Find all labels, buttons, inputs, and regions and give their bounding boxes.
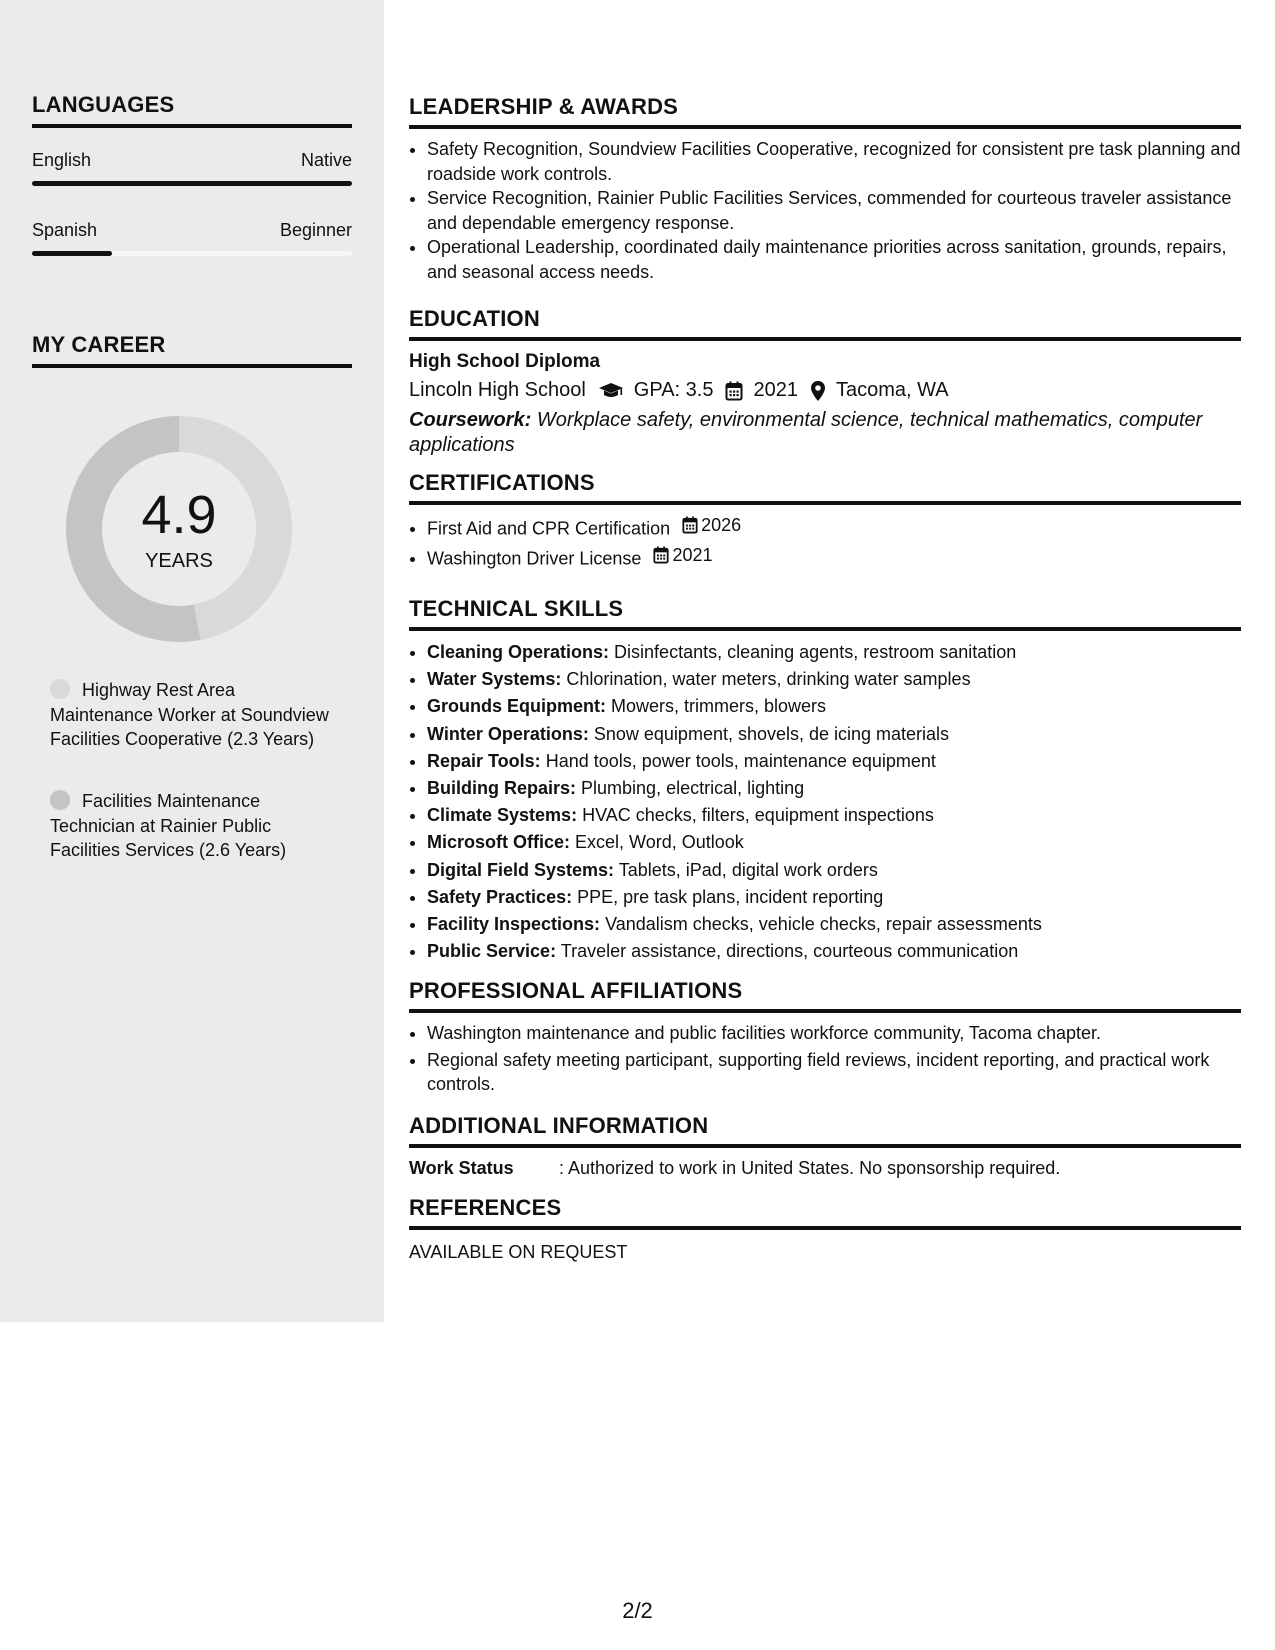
list-item: • Safety Recognition, Soundview Facilities Cooperative, recognized for consistent pre task planning and roadside work controls.: [427, 137, 1241, 186]
list-item: [427, 748, 1241, 775]
leadership-list: [409, 137, 1241, 284]
skill-value: Hand tools, power tools, maintenance equipment: [545, 750, 936, 771]
language-proficiency-fill: [32, 181, 352, 186]
list-item: [427, 721, 1241, 748]
languages-section: [32, 92, 352, 256]
list-item: [427, 938, 1241, 965]
skill-label: Digital Field Systems:: [427, 859, 615, 880]
language-proficiency-fill: [32, 251, 112, 256]
career-legend-dot: [50, 790, 70, 810]
leadership-heading: LEADERSHIP & AWARDS: [409, 94, 1241, 129]
skill-label: Climate Systems:: [427, 805, 578, 826]
skill-label: Microsoft Office:: [427, 832, 571, 853]
career-section: [32, 332, 352, 368]
career-legend-dot: [50, 679, 70, 699]
list-item: • Regional safety meeting participant, supporting field reviews, incident reporting, and practical work controls.: [427, 1048, 1241, 1097]
additional-section: [409, 1113, 1241, 1179]
skill-label: Grounds Equipment:: [427, 696, 606, 717]
language-level: Beginner: [279, 220, 352, 240]
language-proficiency-bar: [32, 181, 352, 186]
career-legend-text: Highway Rest Area Maintenance Worker at Soundview Facilities Cooperative (2.3 Years): [50, 680, 329, 749]
calendar-icon: [682, 516, 698, 534]
list-item: [427, 857, 1241, 884]
career-legend-text: Facilities Maintenance Technician at Rainier Public Facilities Services (2.6 Years): [50, 791, 287, 860]
education-gpa: GPA: 3.5: [633, 379, 714, 401]
certification-year: 2021: [672, 544, 713, 565]
references-heading: REFERENCES: [409, 1195, 1241, 1230]
additional-heading: ADDITIONAL INFORMATION: [409, 1113, 1241, 1148]
education-degree: High School Diploma: [409, 351, 601, 372]
leadership-section: [409, 94, 1241, 284]
skill-label: Facility Inspections:: [427, 914, 601, 935]
skill-label: Public Service:: [427, 941, 557, 962]
career-legend-item: [50, 678, 340, 752]
certification-name: First Aid and CPR Certification: [427, 518, 671, 539]
education-coursework: [409, 408, 1241, 457]
career-donut-chart: [66, 416, 292, 642]
skill-value: Snow equipment, shovels, de icing materials: [593, 723, 950, 744]
affiliations-heading: PROFESSIONAL AFFILIATIONS: [409, 978, 1241, 1013]
page-number: 2/2: [622, 1598, 653, 1623]
skill-value: Excel, Word, Outlook: [575, 832, 744, 853]
skill-value: Mowers, trimmers, blowers: [611, 696, 827, 717]
skill-label: Building Repairs:: [427, 778, 577, 799]
coursework-text: Workplace safety, environmental science, technical mathematics, computer applications: [409, 409, 1203, 456]
education-year: 2021: [753, 379, 798, 401]
language-level: Native: [300, 150, 352, 170]
language-proficiency-bar: [32, 251, 352, 256]
work-status-key: Work Status: [409, 1158, 514, 1178]
education-details: [409, 379, 1241, 402]
skills-heading: TECHNICAL SKILLS: [409, 596, 1241, 631]
certifications-section: [409, 470, 1241, 571]
skill-label: Water Systems:: [427, 669, 562, 690]
career-legend-item: [50, 789, 340, 863]
list-item: [427, 911, 1241, 938]
list-item: • Operational Leadership, coordinated daily maintenance priorities across sanitation, grounds, repairs, and seasonal access needs.: [427, 235, 1241, 284]
certifications-list: [409, 513, 1241, 571]
skill-value: PPE, pre task plans, incident reporting: [577, 886, 884, 907]
skills-list: [409, 639, 1241, 965]
list-item: • Washington maintenance and public facilities workforce community, Tacoma chapter.: [427, 1021, 1241, 1046]
language-item: [32, 150, 352, 186]
references-section: [409, 1195, 1241, 1263]
languages-heading: LANGUAGES: [32, 92, 352, 128]
skill-value: Vandalism checks, vehicle checks, repair assessments: [605, 914, 1042, 935]
career-total-unit: YEARS: [145, 550, 213, 572]
list-item: • Service Recognition, Rainier Public Facilities Services, commended for courteous traveler assistance and dependable emergency response.: [427, 186, 1241, 235]
skill-value: Plumbing, electrical, lighting: [581, 778, 805, 799]
skill-value: Chlorination, water meters, drinking water samples: [566, 669, 971, 690]
language-name: Spanish: [32, 220, 98, 240]
skill-label: Cleaning Operations:: [427, 642, 610, 662]
graduation-cap-icon: [598, 382, 624, 400]
location-pin-icon: [810, 380, 826, 402]
references-text: AVAILABLE ON REQUEST: [409, 1242, 628, 1262]
language-item: [32, 220, 352, 256]
skills-section: [409, 596, 1241, 965]
certifications-heading: CERTIFICATIONS: [409, 470, 1241, 505]
education-school: Lincoln High School: [409, 379, 586, 401]
skill-value: HVAC checks, filters, equipment inspections: [582, 805, 934, 826]
education-location: Tacoma, WA: [835, 379, 949, 401]
certification-year: 2026: [701, 515, 742, 535]
certification-name: Washington Driver License: [427, 548, 642, 568]
list-item: [427, 513, 1241, 541]
list-item: [427, 666, 1241, 693]
list-item: [427, 543, 1241, 571]
list-item: [427, 693, 1241, 720]
list-item: [427, 639, 1241, 666]
skill-value: Traveler assistance, directions, courteous communication: [560, 941, 1019, 962]
list-item: [427, 884, 1241, 911]
education-section: [409, 306, 1241, 457]
list-item: [427, 802, 1241, 829]
skill-label: Safety Practices:: [427, 886, 573, 907]
sidebar: [0, 0, 384, 1322]
list-item: [427, 775, 1241, 802]
affiliations-list: [409, 1021, 1241, 1097]
career-total-years: 4.9: [141, 485, 217, 545]
coursework-label: Coursework:: [409, 409, 532, 431]
work-status-value: : Authorized to work in United States. No sponsorship required.: [559, 1158, 1061, 1178]
calendar-icon: [725, 381, 743, 401]
skill-label: Repair Tools:: [427, 750, 541, 771]
language-name: English: [32, 150, 92, 170]
list-item: [427, 829, 1241, 856]
work-status-row: [409, 1158, 1241, 1179]
career-heading: MY CAREER: [32, 332, 352, 368]
calendar-icon: [653, 546, 669, 564]
affiliations-section: [409, 978, 1241, 1097]
skill-label: Winter Operations:: [427, 723, 589, 744]
skill-value: Tablets, iPad, digital work orders: [618, 859, 878, 880]
skill-value: Disinfectants, cleaning agents, restroom sanitation: [614, 642, 1017, 662]
education-heading: EDUCATION: [409, 306, 1241, 341]
